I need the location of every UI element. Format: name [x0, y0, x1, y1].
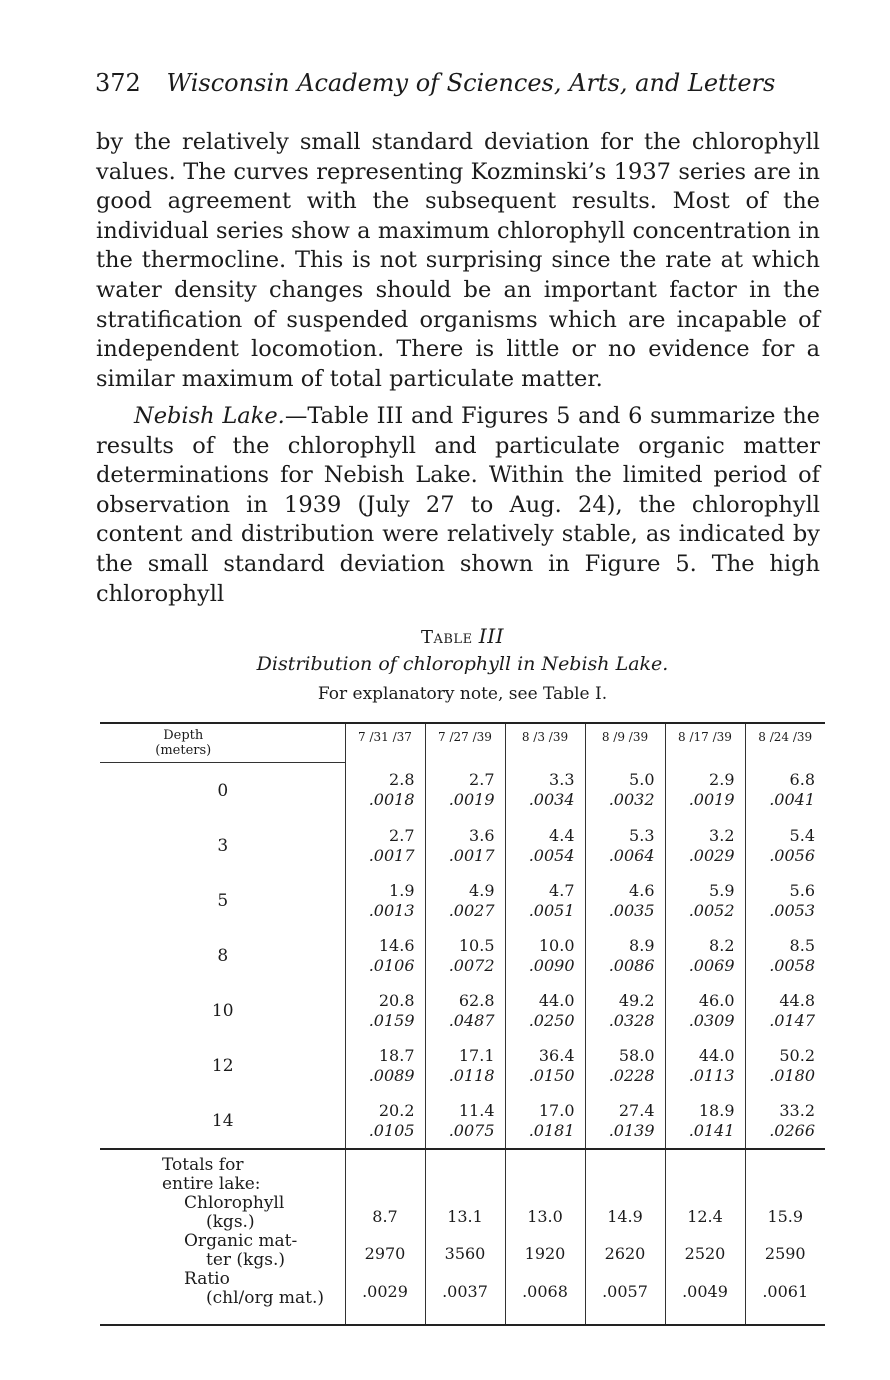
- chlorophyll-value: 6.8: [789, 770, 815, 790]
- total-chlorophyll: 13.1: [447, 1207, 483, 1226]
- chlorophyll-value: 4.7: [549, 880, 575, 900]
- body-paragraph-2: [96, 402, 820, 609]
- totals-cell: [505, 1149, 585, 1325]
- chlorophyll-value: 5.0: [629, 770, 655, 790]
- chlorophyll-value: 10.0: [538, 935, 575, 955]
- table-header-row: [100, 723, 825, 763]
- value-cell: [585, 763, 665, 819]
- ratio-value: .0017: [368, 845, 415, 865]
- chlorophyll-value: 3.2: [709, 825, 735, 845]
- chlorophyll-value: 3.3: [549, 770, 575, 790]
- value-cell: [585, 928, 665, 983]
- ratio-value: .0041: [769, 790, 815, 810]
- value-cell: [505, 763, 585, 819]
- value-cell: [425, 983, 505, 1038]
- chlorophyll-value: 44.0: [538, 990, 575, 1010]
- chlorophyll-value: 17.0: [538, 1100, 575, 1120]
- value-cell: [505, 928, 585, 983]
- value-cell: [745, 928, 825, 983]
- ratio-value: .0150: [528, 1065, 575, 1085]
- total-organic: 2520: [684, 1244, 726, 1263]
- depth-cell: 3: [217, 835, 229, 856]
- total-chlorophyll: 8.7: [372, 1207, 398, 1226]
- table-row: [100, 983, 825, 1038]
- chlorophyll-value: 17.1: [458, 1045, 495, 1065]
- depth-column-header: [100, 723, 345, 763]
- value-cell: [345, 983, 425, 1038]
- chlorophyll-value: 2.8: [389, 770, 415, 790]
- totals-cell: [585, 1149, 665, 1325]
- date-column-header: 7 /27 /39: [425, 723, 505, 763]
- ratio-value: .0019: [688, 790, 735, 810]
- value-cell: [665, 1093, 745, 1149]
- table-row: [100, 1038, 825, 1093]
- value-cell: [345, 1038, 425, 1093]
- table-row: [100, 928, 825, 983]
- chlorophyll-value: 20.8: [378, 990, 415, 1010]
- value-cell: [585, 1038, 665, 1093]
- table-title-word: Table: [420, 627, 473, 648]
- chlorophyll-value: 46.0: [698, 990, 735, 1010]
- ratio-value: .0027: [448, 900, 495, 920]
- total-chlorophyll: 12.4: [687, 1207, 723, 1226]
- ratio-value: .0139: [608, 1120, 655, 1140]
- total-ratio: .0061: [762, 1282, 809, 1301]
- ratio-value: .0056: [769, 845, 815, 865]
- depth-cell: 0: [217, 780, 229, 801]
- total-ratio: .0037: [442, 1282, 488, 1301]
- total-ratio: .0068: [522, 1282, 568, 1301]
- date-column-header: 8 /3 /39: [505, 723, 585, 763]
- ratio-value: .0181: [528, 1120, 575, 1140]
- table-row: [100, 1093, 825, 1149]
- depth-cell: 14: [100, 1093, 345, 1149]
- value-cell: [665, 818, 745, 873]
- table-subtitle: Distribution of chlorophyll in Nebish Lake.: [256, 653, 669, 675]
- chlorophyll-value: 62.8: [458, 990, 495, 1010]
- value-cell: [745, 1038, 825, 1093]
- ratio-value: .0328: [608, 1010, 655, 1030]
- ratio-value: .0035: [608, 900, 655, 920]
- chlorophyll-value: 4.9: [469, 880, 495, 900]
- value-cell: [425, 818, 505, 873]
- totals-row: [100, 1149, 825, 1325]
- chlorophyll-value: 5.3: [629, 825, 655, 845]
- chlorophyll-value: 44.0: [698, 1045, 735, 1065]
- value-cell: [585, 818, 665, 873]
- totals-org-unit: ter (kgs.): [206, 1250, 285, 1270]
- value-cell: [745, 818, 825, 873]
- total-organic: 2590: [764, 1244, 806, 1263]
- body-paragraph-1: [96, 128, 820, 394]
- value-cell: [425, 928, 505, 983]
- totals-chl-unit: (kgs.): [206, 1212, 255, 1232]
- value-cell: [345, 928, 425, 983]
- table-row: [100, 873, 825, 928]
- chlorophyll-value: 8.9: [629, 935, 655, 955]
- paragraph-2-lead: Nebish Lake.: [134, 403, 285, 429]
- totals-cell: [425, 1149, 505, 1325]
- table-row: [100, 818, 825, 873]
- chlorophyll-value: 50.2: [779, 1045, 815, 1065]
- value-cell: [425, 873, 505, 928]
- ratio-value: .0147: [769, 1010, 815, 1030]
- totals-label-line2: entire lake:: [162, 1174, 261, 1194]
- value-cell: [665, 983, 745, 1038]
- chlorophyll-value: 58.0: [618, 1045, 655, 1065]
- value-cell: [425, 763, 505, 819]
- chlorophyll-value: 5.4: [789, 825, 815, 845]
- chlorophyll-value: 18.7: [378, 1045, 415, 1065]
- value-cell: [745, 983, 825, 1038]
- chlorophyll-value: 3.6: [469, 825, 495, 845]
- totals-cell: [745, 1149, 825, 1325]
- total-organic: 2620: [604, 1244, 646, 1263]
- chlorophyll-value: 4.6: [629, 880, 655, 900]
- totals-org-label: Organic mat-: [184, 1231, 298, 1251]
- chlorophyll-value: 8.2: [709, 935, 735, 955]
- ratio-value: .0113: [688, 1065, 735, 1085]
- value-cell: [425, 1038, 505, 1093]
- ratio-value: .0034: [528, 790, 575, 810]
- value-cell: [665, 873, 745, 928]
- value-cell: [585, 873, 665, 928]
- ratio-value: .0105: [368, 1120, 415, 1140]
- ratio-value: .0141: [688, 1120, 735, 1140]
- totals-label-line1: Totals for: [162, 1155, 244, 1175]
- ratio-value: .0053: [769, 900, 815, 920]
- depth-header-line1: Depth: [163, 728, 204, 743]
- chlorophyll-value: 11.4: [458, 1100, 495, 1120]
- chlorophyll-value: 10.5: [458, 935, 495, 955]
- ratio-value: .0089: [368, 1065, 415, 1085]
- ratio-value: .0075: [448, 1120, 495, 1140]
- ratio-value: .0072: [448, 955, 495, 975]
- value-cell: [345, 873, 425, 928]
- totals-ratio-label: Ratio: [184, 1269, 230, 1289]
- ratio-value: .0051: [528, 900, 575, 920]
- chlorophyll-value: 18.9: [698, 1100, 735, 1120]
- value-cell: [505, 818, 585, 873]
- chlorophyll-value: 20.2: [378, 1100, 415, 1120]
- total-organic: 1920: [524, 1244, 566, 1263]
- journal-title: Wisconsin Academy of Sciences, Arts, and Letters: [166, 69, 776, 97]
- table-title: [100, 624, 825, 648]
- ratio-value: .0228: [608, 1065, 655, 1085]
- total-chlorophyll: 15.9: [767, 1207, 804, 1226]
- ratio-value: .0029: [688, 845, 735, 865]
- chlorophyll-value: 49.2: [618, 990, 655, 1010]
- value-cell: [425, 1093, 505, 1149]
- chlorophyll-value: 2.9: [709, 770, 735, 790]
- page-number: 372: [95, 69, 141, 97]
- value-cell: [745, 763, 825, 819]
- totals-cell: [345, 1149, 425, 1325]
- value-cell: [665, 1038, 745, 1093]
- depth-cell: 12: [211, 1055, 234, 1076]
- totals-label: [100, 1149, 345, 1325]
- value-cell: [505, 983, 585, 1038]
- chlorophyll-value: 1.9: [389, 880, 415, 900]
- chlorophyll-value: 2.7: [469, 770, 495, 790]
- value-cell: [745, 1093, 825, 1149]
- value-cell: [745, 873, 825, 928]
- ratio-value: .0487: [448, 1010, 495, 1030]
- ratio-value: .0032: [608, 790, 655, 810]
- chlorophyll-value: 14.6: [378, 935, 415, 955]
- depth-cell: 8: [217, 945, 229, 966]
- paragraph-2-text: —Table III and Figures 5 and 6 summarize the results of the chlorophyll and particulate organic matter determinations for Nebish Lake. Within the limited period of observation in 1939 (July 27 to Aug. 24), the chlorophyll content and distribution were relatively stable, as indicated by the small standard deviation shown in Figure 5. The high chlorophyll: [96, 403, 820, 607]
- date-column-header: 7 /31 /37: [345, 723, 425, 763]
- ratio-value: .0309: [688, 1010, 735, 1030]
- value-cell: [585, 983, 665, 1038]
- depth-cell: 10: [211, 1000, 234, 1021]
- value-cell: [505, 1093, 585, 1149]
- table-title-number: III: [478, 624, 504, 648]
- chlorophyll-value: 5.9: [709, 880, 735, 900]
- table-note: For explanatory note, see Table I.: [317, 684, 608, 704]
- ratio-value: .0017: [448, 845, 495, 865]
- chlorophyll-value: 8.5: [789, 935, 815, 955]
- date-column-header: 8 /24 /39: [745, 723, 825, 763]
- total-organic: 3560: [444, 1244, 486, 1263]
- ratio-value: .0052: [688, 900, 735, 920]
- ratio-value: .0250: [528, 1010, 575, 1030]
- ratio-value: .0159: [368, 1010, 415, 1030]
- total-ratio: .0057: [602, 1282, 648, 1301]
- value-cell: [345, 763, 425, 819]
- chlorophyll-value: 44.8: [779, 990, 815, 1010]
- value-cell: [505, 1038, 585, 1093]
- totals-ratio-unit: (chl/org mat.): [206, 1288, 325, 1308]
- total-organic: 2970: [364, 1244, 406, 1263]
- chlorophyll-table: [100, 722, 825, 1326]
- total-ratio: .0029: [362, 1282, 408, 1301]
- ratio-value: .0180: [769, 1065, 815, 1085]
- ratio-value: .0086: [608, 955, 655, 975]
- ratio-value: .0013: [368, 900, 415, 920]
- value-cell: [345, 1093, 425, 1149]
- table-row: [100, 763, 825, 819]
- value-cell: [585, 1093, 665, 1149]
- totals-cell: [665, 1149, 745, 1325]
- ratio-value: .0054: [528, 845, 575, 865]
- chlorophyll-value: 4.4: [549, 825, 575, 845]
- chlorophyll-value: 5.6: [789, 880, 815, 900]
- value-cell: [505, 873, 585, 928]
- ratio-value: .0019: [448, 790, 495, 810]
- value-cell: [345, 818, 425, 873]
- date-column-header: 8 /17 /39: [665, 723, 745, 763]
- chlorophyll-value: 2.7: [389, 825, 415, 845]
- ratio-value: .0106: [368, 955, 415, 975]
- chlorophyll-value: 27.4: [618, 1100, 655, 1120]
- paragraph-1-text: by the relatively small standard deviation for the chlorophyll values. The curves representing Kozminski’s 1937 series are in good agreement with the subsequent results. Most of the individual series show a maximum chlorophyll concentration in the thermocline. This is not surprising since the rate at which water density changes should be an important factor in the stratification of suspended organisms which are incapable of independent locomotion. There is little or no evidence for a similar maximum of total particulate matter.: [96, 129, 820, 392]
- total-chlorophyll: 14.9: [607, 1207, 643, 1226]
- ratio-value: .0069: [688, 955, 735, 975]
- ratio-value: .0266: [769, 1120, 815, 1140]
- ratio-value: .0090: [528, 955, 575, 975]
- chlorophyll-value: 33.2: [779, 1100, 815, 1120]
- total-chlorophyll: 13.0: [527, 1207, 563, 1226]
- ratio-value: .0118: [448, 1065, 495, 1085]
- running-header: [95, 68, 795, 98]
- value-cell: [665, 763, 745, 819]
- total-ratio: .0049: [682, 1282, 728, 1301]
- ratio-value: .0064: [608, 845, 655, 865]
- totals-chl-label: Chlorophyll: [184, 1193, 285, 1213]
- ratio-value: .0018: [368, 790, 415, 810]
- date-column-header: 8 /9 /39: [585, 723, 665, 763]
- chlorophyll-value: 36.4: [538, 1045, 575, 1065]
- depth-header-line2: (meters): [155, 743, 212, 758]
- ratio-value: .0058: [769, 955, 815, 975]
- value-cell: [665, 928, 745, 983]
- depth-cell: 5: [217, 890, 229, 911]
